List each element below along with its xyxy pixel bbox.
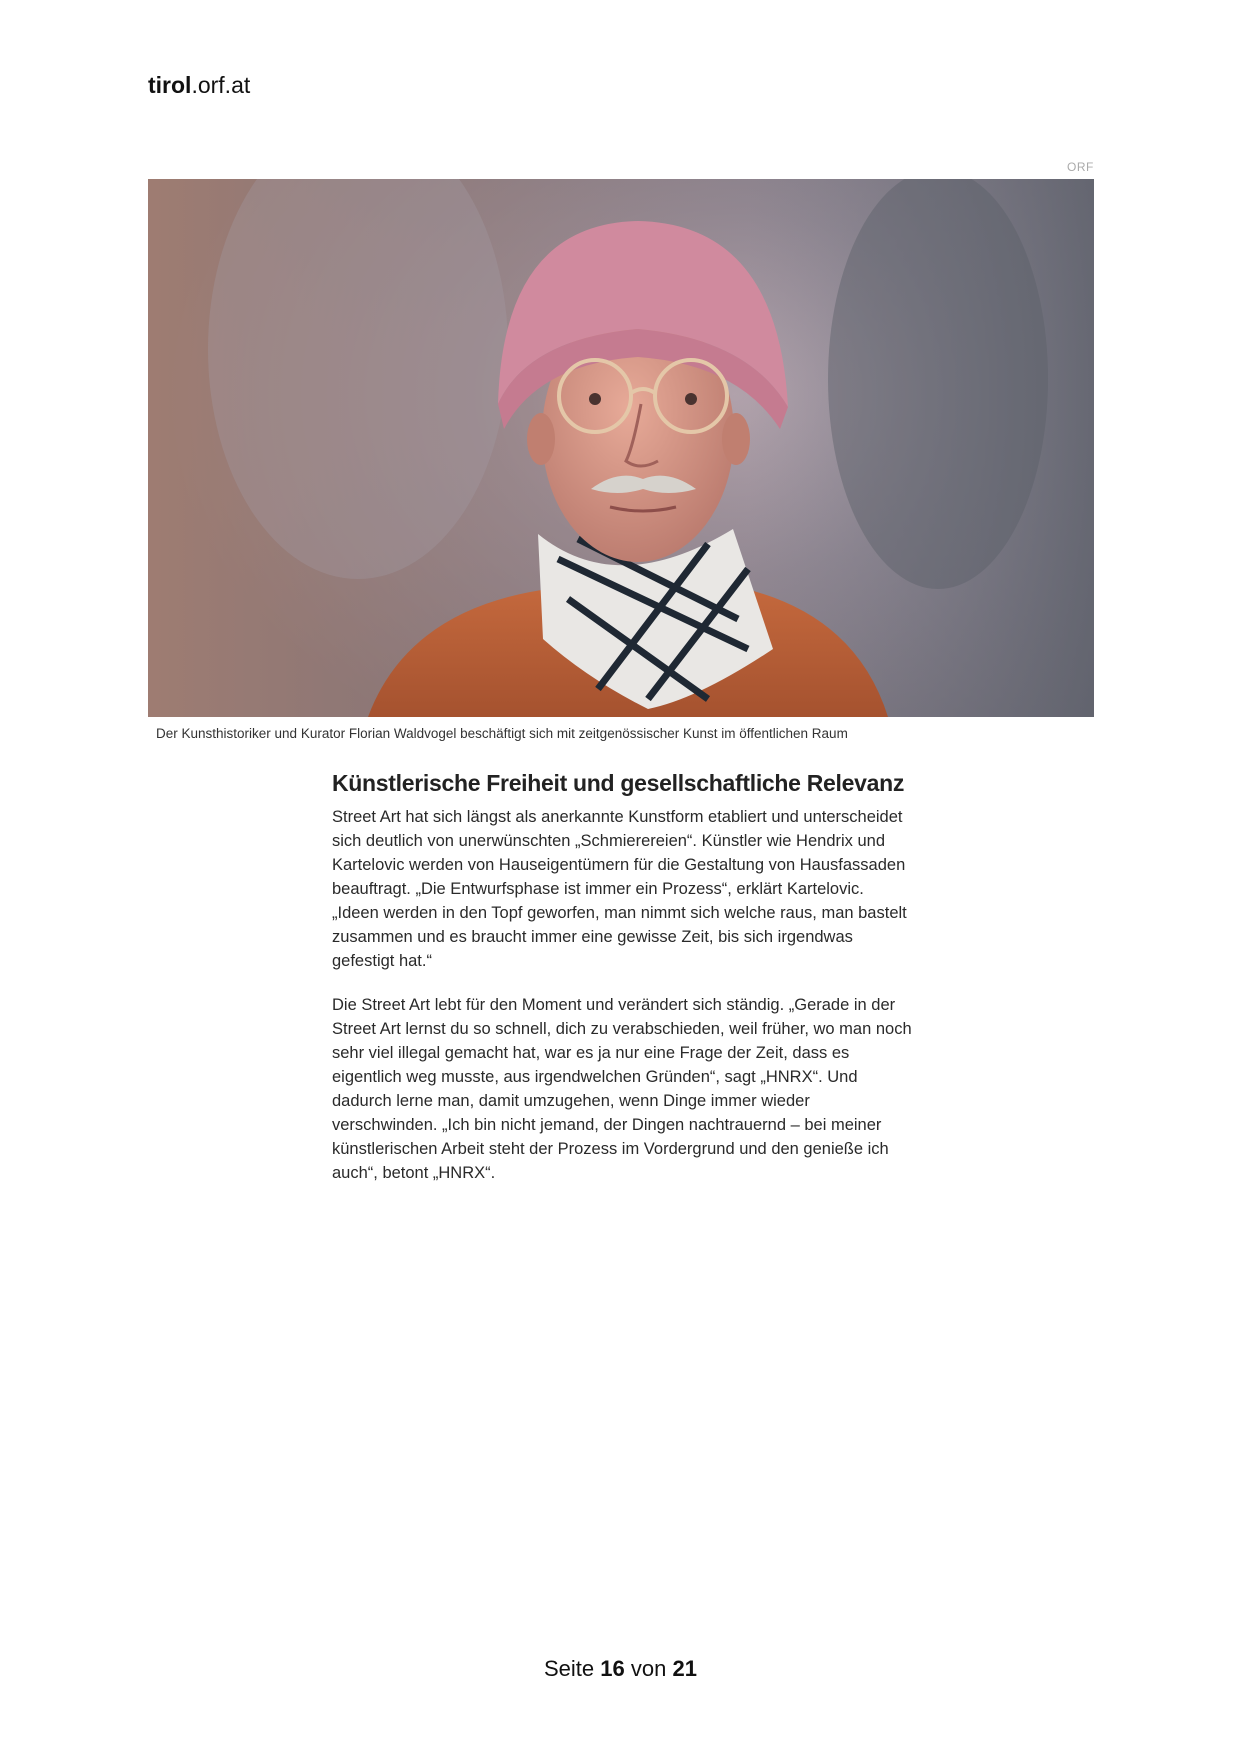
portrait-photo [148,179,1094,717]
page-number [0,1656,1241,1682]
article-paragraph: Street Art hat sich längst als anerkannte Kunstform etabliert und unterscheidet sich deutlich von unerwünschten „Schmierereien“. Künstler wie Hendrix und Kartelovic werden von Hauseigentümern für die Gestaltung von Hausfassaden beauftragt. „Die Entwurfsphase ist immer ein Prozess“, erklärt Kartelovic. „Ideen werden in den Topf geworfen, man nimmt sich welche raus, man bastelt zusammen und es braucht immer eine gewisse Zeit, bis sich irgendwas gefestigt hat.“ [332,808,907,970]
page-label: Seite [544,1656,595,1681]
current-page: 16 [600,1656,625,1681]
article-section [332,770,912,1205]
article-paragraph: Die Street Art lebt für den Moment und verändert sich ständig. „Gerade in der Street Art lernst du so schnell, dich zu verabschieden, weil früher, wo man noch sehr viel illegal gemacht hat, war es ja nur eine Frage der Zeit, dass es eigentlich weg musste, aus irgendwelchen Gründen“, sagt „HNRX“. Und dadurch lerne man, damit umzugehen, wenn Dinge immer wieder verschwinden. „Ich bin nicht jemand, der Dingen nachtrauernd – bei meiner künstlerischen Arbeit steht der Prozess im Vordergrund und den genieße ich auch“, betont „HNRX“. [332,996,912,1182]
site-name-domain: .orf.at [191,72,251,98]
total-pages: 21 [672,1656,697,1681]
portrait-illustration [148,179,1094,717]
page-of-label: von [630,1656,667,1681]
image-credit: ORF [1067,160,1094,174]
site-name-bold: tirol [148,72,192,98]
image-caption: Der Kunsthistoriker und Kurator Florian Waldvogel beschäftigt sich mit zeitgenössischer Kunst im öffentlichen Raum [156,726,848,741]
site-name [148,72,250,99]
section-heading: Künstlerische Freiheit und gesellschaftliche Relevanz [332,770,905,796]
